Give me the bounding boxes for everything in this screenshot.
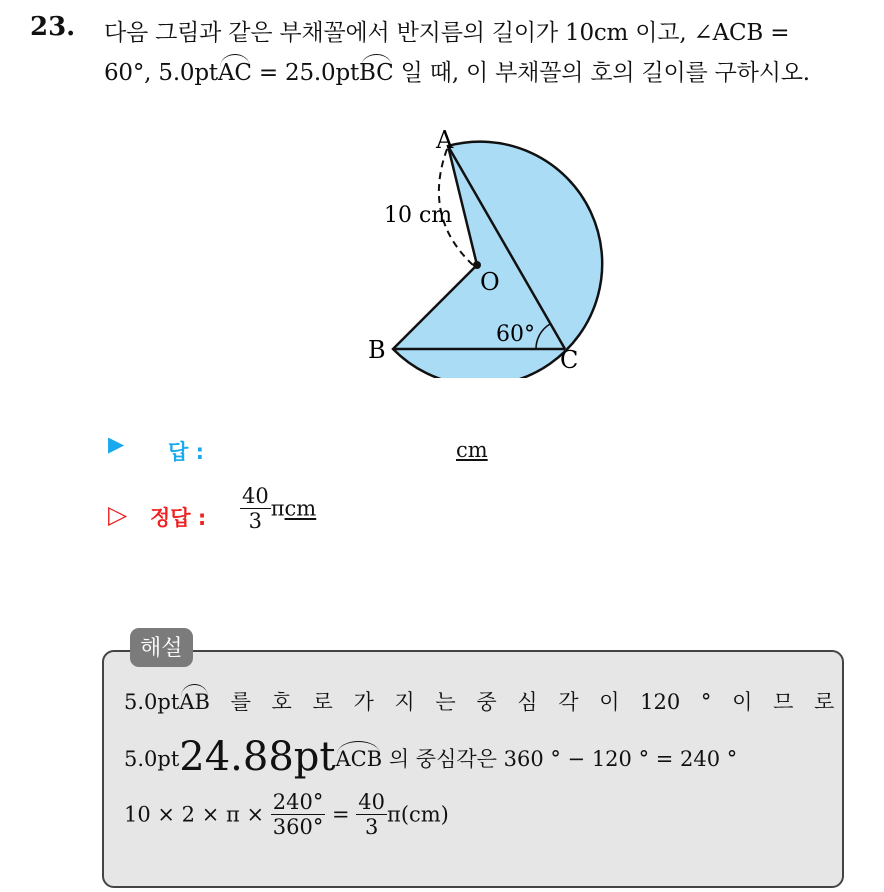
question-number: 23. — [30, 12, 76, 42]
explanation-line3 — [124, 790, 449, 839]
explanation-line1-suffix: 를 호 로 가 지 는 중 심 각 이 120 ° 이 므 로 — [209, 690, 835, 714]
label-c: C — [560, 346, 579, 374]
explanation-line2-big: 24.88pt — [179, 734, 336, 780]
correct-answer-unit: cm — [284, 496, 317, 521]
answer-label: 답 : — [168, 440, 204, 464]
question-line2-prefix: 60°, 5.0pt — [104, 60, 218, 86]
explanation-line2 — [124, 734, 737, 780]
correct-answer-marker-icon: ▷ — [108, 500, 128, 529]
correct-answer-denominator: 3 — [248, 509, 263, 534]
sector-diagram — [350, 118, 610, 378]
correct-answer-value — [240, 484, 316, 533]
question-line2-suffix: 일 때, 이 부채꼴의 호의 길이를 구하시오. — [393, 60, 810, 86]
explanation-line3-prefix: 10 × 2 × π × — [124, 802, 271, 827]
explanation-line3-suffix: π(cm) — [387, 802, 449, 827]
explanation-fraction1-num: 240° — [272, 790, 324, 814]
angle-label: 60° — [496, 322, 535, 347]
arc-acb-label: ACB — [335, 747, 383, 771]
label-b: B — [368, 336, 386, 364]
answer-marker-icon: ▶ — [108, 432, 125, 456]
explanation-line1 — [124, 686, 834, 716]
explanation-line3-eq: = — [325, 802, 357, 827]
correct-answer-pi: π — [270, 496, 285, 521]
correct-answer-numerator: 40 — [242, 484, 269, 508]
question-text-line1: 다음 그림과 같은 부채꼴에서 반지름의 길이가 10cm 이고, ∠ACB = — [104, 20, 790, 46]
answer-unit: cm — [456, 438, 488, 462]
explanation-fraction1-den: 360° — [272, 815, 324, 840]
explanation-line2-suffix: 의 중심각은 360 ° − 120 ° = 240 ° — [382, 747, 738, 771]
explanation-fraction2 — [356, 790, 387, 839]
explanation-fraction2-num: 40 — [358, 790, 386, 814]
explanation-line1-prefix: 5.0pt — [124, 690, 180, 714]
label-a: A — [436, 126, 454, 154]
explanation-line2-prefix: 5.0pt — [124, 747, 180, 771]
explanation-tag: 해설 — [130, 628, 193, 667]
radius-label: 10 cm — [384, 203, 453, 228]
arc-ac-label: AC — [217, 60, 252, 86]
explanation-fraction1 — [271, 790, 326, 839]
correct-answer-fraction — [240, 484, 271, 533]
arc-bc-label: BC — [359, 60, 394, 86]
label-o: O — [480, 268, 500, 296]
correct-answer-label: 정답 : — [150, 506, 207, 530]
question-text-line2 — [104, 54, 810, 87]
explanation-fraction2-den: 3 — [364, 815, 379, 840]
question-line2-mid: = 25.0pt — [251, 60, 360, 86]
arc-ab-label: AB — [179, 690, 210, 714]
